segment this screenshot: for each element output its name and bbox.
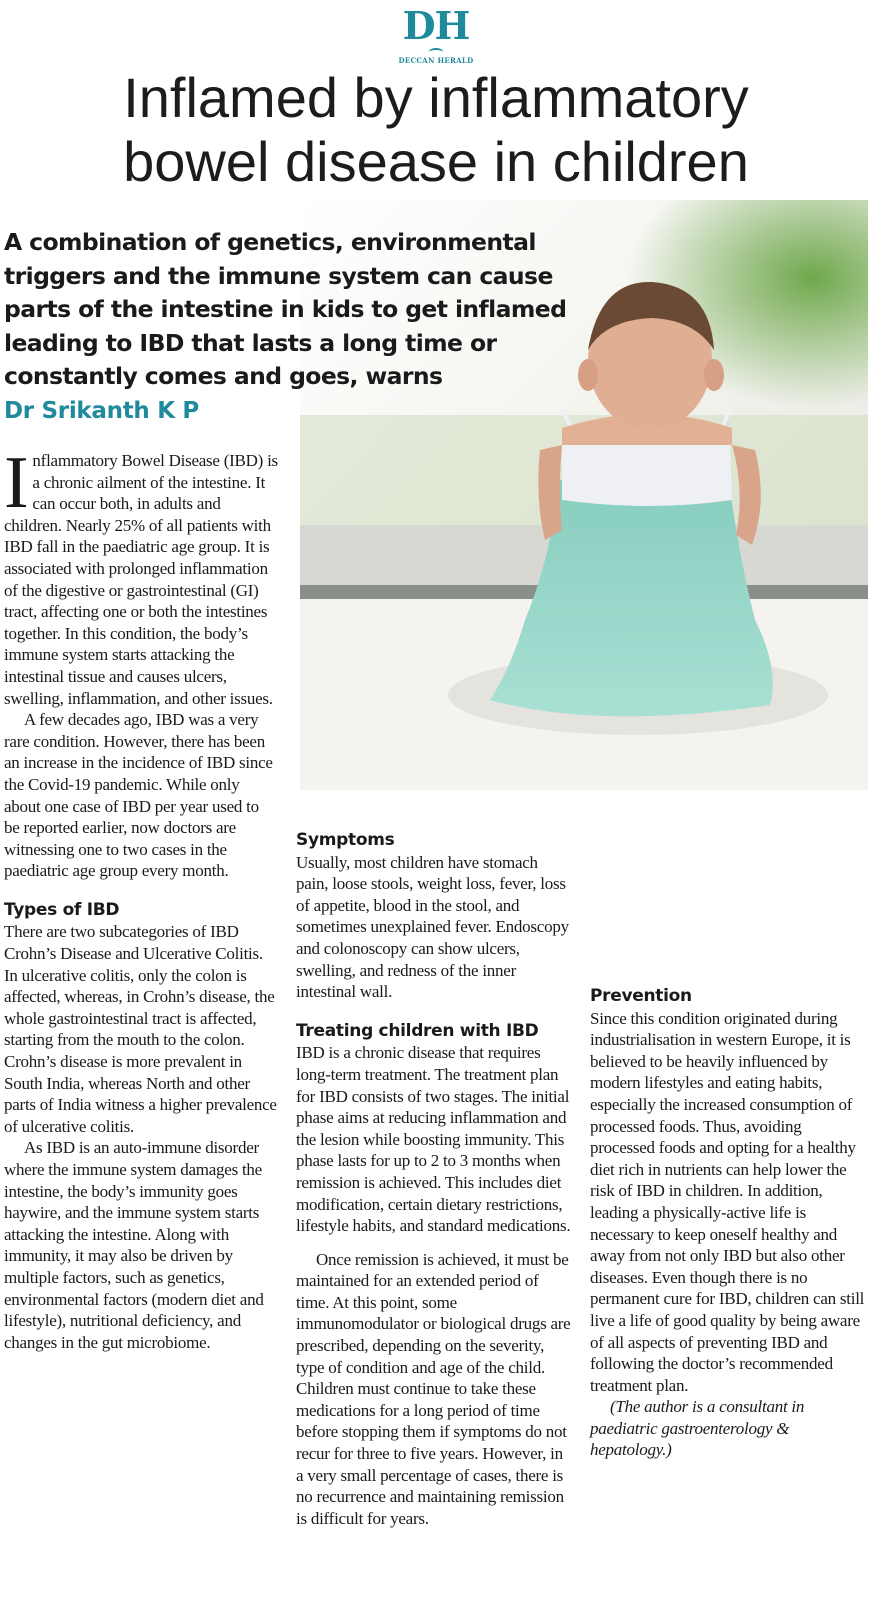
section-heading-prevention: Prevention [590,986,692,1006]
logo-name: DECCAN HERALD [398,56,474,65]
article-column-1 [4,442,278,1353]
article-byline: Dr Srikanth K P [4,398,199,424]
article-paragraph: There are two subcategories of IBD Crohn’s Disease and Ulcerative Colitis. In ulcerative colitis, only the colon is affected, whereas, in Crohn’s disease, the whole gastrointestinal tract is affected, starting from the mouth to the colon. Crohn’s disease is more prevalent in South India, whereas North and other parts of India witness a higher prevalence of ulcerative colitis. [4,922,277,1136]
article-column-2 [296,818,572,1529]
article-paragraph: Since this condition originated during industrialisation in western Europe, it is believed to be heavily influenced by modern lifestyles and eating habits, especially the increased consumption of processed foods. Thus, avoiding processed foods and opting for a healthy diet rich in nutrients can help lower the risk of IBD in children. In addition, leading a physically-active life is necessary to keep oneself healthy and away from not only IBD but also other diseases. Even though there is no permanent cure for IBD, children can still live a life of good quality by being aware of all aspects of preventing IBD and following the doctor’s recommended treatment plan. [590,1008,865,1395]
drop-cap: I [4,442,29,524]
lamp-icon [429,48,443,56]
headline [0,66,872,194]
article-intro [4,442,278,709]
article-deck: A combination of genetics, environmental triggers and the immune system can cause parts of the intestine in kids to get inflamed leading to IBD that lasts a long time or constantly comes and goes, warns [4,228,567,390]
author-note: (The author is a consultant in paediatric gastroenterology & hepatology.) [590,1397,805,1460]
headline-line-2: bowel disease in children [123,130,749,193]
section-heading-treating: Treating children with IBD [296,1020,539,1041]
masthead-logo [396,3,476,65]
article-intro-text: nflammatory Bowel Disease (IBD) is a chronic ailment of the intestine. It can occur both, in adults and children. Nearly 25% of all patients with IBD fall in the paediatric age group. It is associated with prolonged inflammation of the digestive or gastrointestinal (GI) tract, affecting one or both the intestines together. In this condition, the body’s immune system starts attacking the intestinal tissue and causes ulcers, swelling, inflammation, and other issues. [4,451,278,708]
article-paragraph: Usually, most children have stomach pain, loose stools, weight loss, fever, loss of appetite, blood in the stool, and sometimes unexplained fever. Endoscopy and colonoscopy can show ulcers, swelling, and redness of the inner intestinal wall. [296,852,569,1002]
logo-letters: DH [402,3,470,48]
article-paragraph: IBD is a chronic disease that requires long-term treatment. The treatment plan for IBD consists of two stages. The initial phase aims at reducing inflammation and the lesion while boosting immunity. This phase lasts for up to 2 to 3 months when remission is achieved. This includes diet modification, certain dietary restrictions, lifestyle habits, and standard medications. [296,1043,571,1236]
page-footer [0,1556,872,1600]
section-heading-symptoms: Symptoms [296,830,395,850]
headline-line-1: Inflamed by inflammatory [123,66,749,129]
section-heading-types: Types of IBD [4,899,120,920]
article-column-3 [590,818,866,1461]
article-paragraph: A few decades ago, IBD was a very rare condition. However, there has been an increase in the incidence of IBD since the Covid-19 pandemic. While only about one case of IBD per year used to be reported earlier, now doctors are witnessing one to two cases in the paediatric age group every month. [4,710,273,881]
article-paragraph: As IBD is an auto-immune disorder where the immune system damages the intestine, the body’s immunity goes haywire, and the immune system starts attacking the intestine. Along with immunity, it may also be driven by multiple factors, such as genetics, environmental factors (modern diet and lifestyle), nutritional deficiency, and changes in the gut microbiome. [4,1138,264,1352]
article-paragraph: Once remission is achieved, it must be maintained for an extended period of time. At this point, some immunomodulator or biological drugs are prescribed, depending on the severity, type of condition and age of the child. Children must continue to take these medications for a long period of time before stopping them if symptoms do not recur for three to five years. However, in a very small percentage of cases, there is no recurrence and maintaining remission is difficult for years. [296,1249,571,1528]
